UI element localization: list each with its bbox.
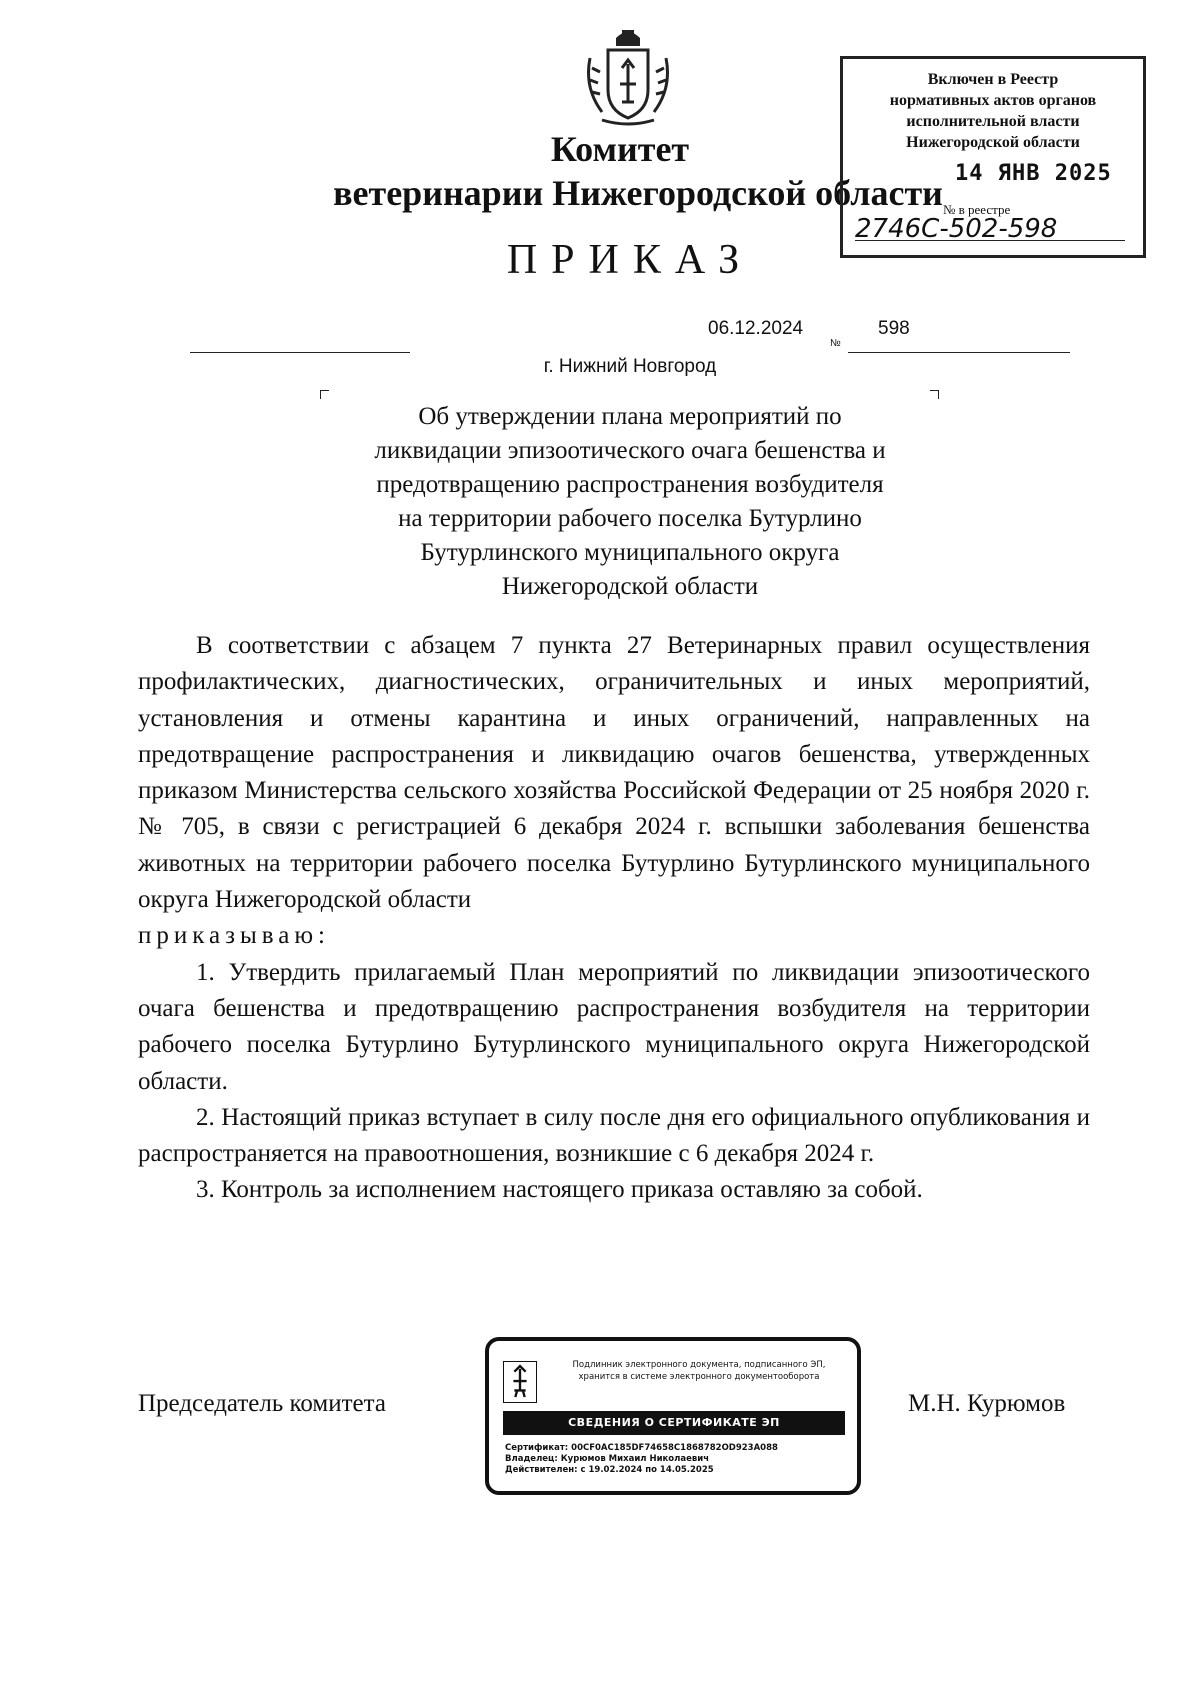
document-body [138,628,1090,1209]
subject-corner-right [930,390,939,399]
org-name-line1: Комитет [550,129,690,169]
order-item-3: 3. Контроль за исполнением настоящего приказа оставляю за собой. [196,1176,923,1204]
registry-stamp [840,56,1146,258]
coat-of-arms-emblem [582,28,674,128]
registry-stamp-line: Нижегородской области [906,134,1080,151]
subject-line: Бутурлинского муниципального округа [420,539,840,566]
esignature-header [549,1359,849,1383]
electronic-signature-stamp [485,1337,861,1495]
preamble-paragraph: В соответствии с абзацем 7 пункта 27 Ветеринарных правил осуществления профилактических, диагностических, ограничительных и иных мероприятий, установления и отмены карантина и иных ограничений, направленных на предотвращение распространения и ликвидацию очагов бешенства, утвержденных приказом Министерства сельского хозяйства Российской Федерации от 25 ноября 2020 г. № 705, в связи с регистрацией 6 декабря 2024 г. вспышки заболевания бешенства животных на территории рабочего поселка Бутурлино Бутурлинского муниципального округа Нижегородской области [138,632,1090,914]
registry-date: 14 ЯНВ 2025 [955,161,1112,186]
deer-emblem-icon [503,1361,537,1403]
document-number-sign: № [830,338,841,349]
esignature-header-line: хранится в системе электронного документооборота [578,1372,820,1382]
esignature-certificate: Сертификат: 00CF0AC185DF74658C1868782OD923A088 [505,1443,778,1453]
document-type-title: ПРИКАЗ [506,237,754,283]
subject-corner-left [320,390,329,399]
registry-stamp-line: нормативных актов органов [889,92,1097,109]
document-date: 06.12.2024 [708,318,804,339]
order-word: приказываю: [138,922,330,950]
document-subject [330,400,930,604]
registry-number-label: № в реестре [943,202,1011,217]
esignature-owner: Владелец: Курюмов Михаил Николаевич [505,1454,710,1464]
order-item-1: 1. Утвердить прилагаемый План мероприятий по ликвидации эпизоотического очага бешенства и предотвращению распространения возбудителя на территории рабочего поселка Бутурлино Бутурлинского муниципального округа Нижегородской области. [138,958,1090,1095]
esignature-title-bar: СВЕДЕНИЯ О СЕРТИФИКАТЕ ЭП [503,1411,845,1435]
org-name-line2: ветеринарии Нижегородской области [333,173,943,213]
document-city: г. Нижний Новгород [543,356,717,377]
esignature-header-line: Подлинник электронного документа, подписанного ЭП, [572,1360,826,1370]
subject-line: ликвидации эпизоотического очага бешенства и [374,437,886,464]
esignature-validity: Действителен: с 19.02.2024 по 14.05.2025 [505,1465,714,1475]
signatory-role: Председатель комитета [138,1390,386,1417]
registry-number: 2746С-502-598 [855,219,1125,241]
registry-stamp-line: исполнительной власти [906,113,1080,130]
order-item-2: 2. Настоящий приказ вступает в силу после дня его официального опубликования и распространяется на правоотношения, возникшие с 6 декабря 2024 г. [138,1103,1090,1168]
registry-stamp-line: Включен в Реестр [927,71,1059,88]
signatory-name: М.Н. Курюмов [908,1390,1066,1417]
subject-line: предотвращению распространения возбудителя [376,471,884,498]
esignature-details [505,1443,851,1476]
subject-line: Нижегородской области [501,573,759,600]
registry-stamp-text [843,59,1143,153]
subject-line: на территории рабочего поселка Бутурлино [398,505,862,532]
subject-line: Об утверждении плана мероприятий по [418,403,842,430]
date-underline [190,352,410,353]
document-number: 598 [878,318,910,339]
number-underline [848,352,1070,353]
